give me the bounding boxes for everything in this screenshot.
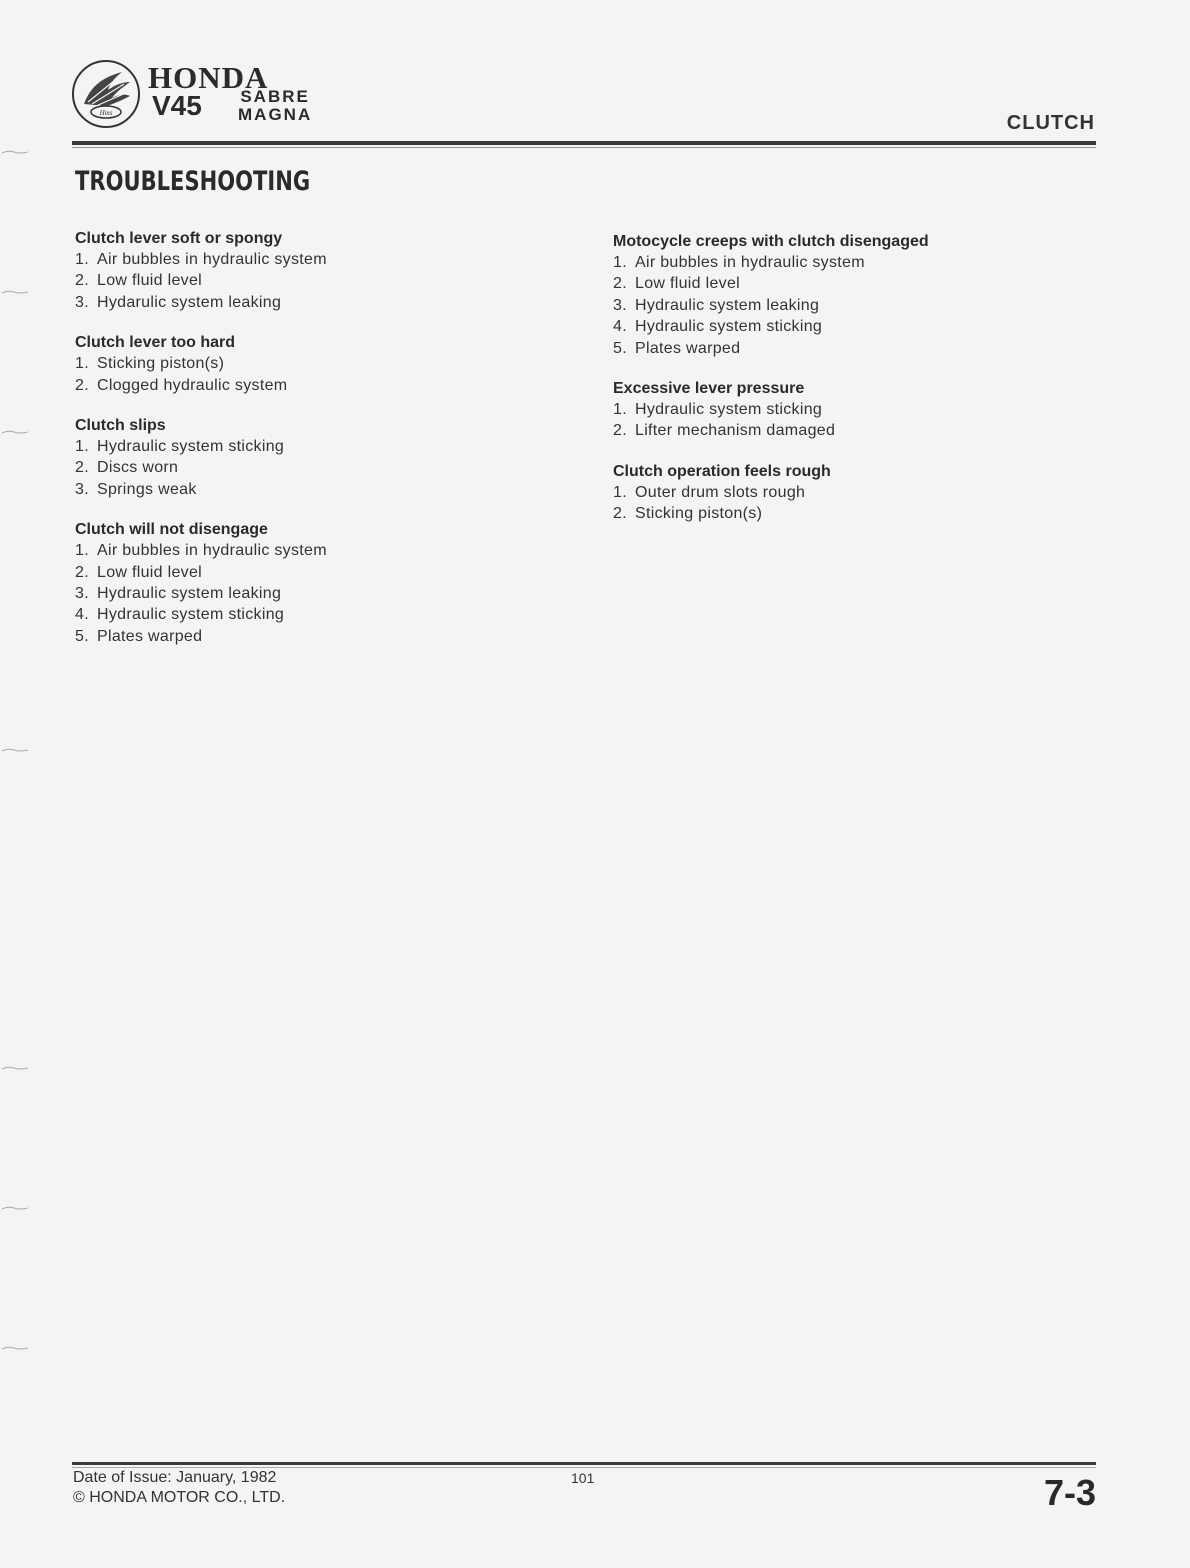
page-code: 7-3 — [1043, 1472, 1096, 1513]
honda-wing-emblem-icon — [70, 58, 142, 130]
footer-issue-info — [73, 1468, 285, 1508]
item-number: 3. — [613, 296, 627, 314]
submodel-magna: MAGNA — [238, 105, 313, 124]
binder-mark — [2, 1206, 28, 1210]
list-item — [613, 273, 1093, 294]
trouble-group — [75, 332, 555, 396]
item-number: 2. — [613, 505, 627, 523]
item-number: 1. — [613, 401, 627, 419]
item-text: Air bubbles in hydraulic system — [97, 251, 327, 268]
binder-mark — [2, 1066, 28, 1070]
list-item — [613, 503, 1093, 524]
trouble-group — [75, 415, 555, 500]
page-title: TROUBLESHOOTING — [75, 166, 311, 197]
group-heading: Motocycle creeps with clutch disengaged — [613, 233, 929, 250]
submodel-names — [238, 88, 312, 124]
list-item — [613, 252, 1093, 273]
list-item — [75, 562, 555, 583]
item-number: 3. — [75, 480, 89, 498]
item-text: Hydarulic system leaking — [97, 293, 282, 311]
item-text: Low fluid level — [635, 275, 740, 293]
list-item — [613, 420, 1093, 441]
trouble-group — [75, 519, 555, 647]
group-heading: Clutch operation feels rough — [613, 462, 831, 480]
item-number: 2. — [75, 272, 89, 290]
list-item — [75, 626, 555, 647]
item-text: Hydraulic system leaking — [635, 296, 820, 314]
group-heading: Excessive lever pressure — [613, 380, 805, 398]
binder-mark — [2, 748, 28, 752]
list-item — [613, 316, 1093, 337]
list-item — [75, 353, 555, 374]
date-of-issue: Date of Issue: January, 1982 — [73, 1469, 277, 1486]
item-text: Air bubbles in hydraulic system — [97, 542, 327, 560]
item-text: Hydraulic system sticking — [97, 606, 285, 624]
list-item — [613, 295, 1093, 316]
item-number: 2. — [613, 275, 627, 293]
group-heading: Clutch slips — [75, 417, 166, 435]
submodel-sabre: SABRE — [240, 87, 310, 106]
page-index: 101 — [571, 1470, 595, 1486]
group-heading: Clutch lever too hard — [75, 334, 236, 352]
header-rule — [72, 141, 1096, 145]
item-text: Air bubbles in hydraulic system — [635, 254, 865, 271]
item-number: 1. — [75, 542, 89, 560]
left-column — [75, 228, 555, 666]
item-number: 2. — [75, 376, 89, 394]
item-number: 2. — [75, 563, 89, 581]
trouble-group — [75, 228, 555, 313]
binder-mark — [2, 1346, 28, 1350]
list-item — [75, 540, 555, 561]
group-heading: Clutch lever soft or spongy — [75, 230, 283, 247]
item-text: Sticking piston(s) — [635, 505, 763, 523]
trouble-group — [613, 461, 1093, 525]
item-text: Sticking piston(s) — [97, 355, 225, 373]
list-item — [75, 479, 555, 500]
item-text: Springs weak — [97, 480, 197, 498]
item-number: 1. — [75, 438, 89, 456]
brand-name: HONDA — [148, 60, 269, 95]
binder-mark — [2, 430, 28, 434]
model-name: V45 — [152, 90, 202, 121]
emblem-text: Hms — [99, 109, 113, 117]
item-number: 2. — [75, 459, 89, 477]
item-number: 4. — [75, 606, 89, 624]
copyright: © HONDA MOTOR CO., LTD. — [73, 1489, 286, 1506]
list-item — [613, 338, 1093, 359]
list-item — [75, 292, 555, 313]
list-item — [75, 604, 555, 625]
section-name: CLUTCH — [1006, 112, 1095, 134]
item-number: 4. — [613, 318, 627, 336]
list-item — [75, 270, 555, 291]
item-number: 1. — [613, 254, 627, 271]
list-item — [75, 457, 555, 478]
item-text: Hydraulic system sticking — [635, 318, 823, 336]
honda-logo — [70, 58, 340, 134]
item-number: 5. — [75, 627, 89, 645]
item-text: Lifter mechanism damaged — [635, 422, 836, 440]
item-text: Hydraulic system leaking — [97, 585, 282, 603]
item-text: Plates warped — [97, 627, 203, 645]
binder-mark — [2, 150, 28, 154]
footer-rule — [72, 1462, 1096, 1465]
item-number: 3. — [75, 293, 89, 311]
item-number: 1. — [75, 251, 89, 268]
binder-mark — [2, 290, 28, 294]
item-number: 1. — [613, 483, 627, 501]
item-text: Discs worn — [97, 459, 179, 477]
item-text: Hydraulic system sticking — [97, 438, 285, 456]
item-number: 3. — [75, 585, 89, 603]
item-text: Plates warped — [635, 339, 741, 357]
item-number: 5. — [613, 339, 627, 357]
list-item — [613, 399, 1093, 420]
item-text: Clogged hydraulic system — [97, 376, 288, 394]
header-rule-thin — [72, 147, 1096, 148]
group-heading: Clutch will not disengage — [75, 521, 268, 539]
list-item — [75, 375, 555, 396]
list-item — [75, 249, 555, 270]
right-column — [613, 231, 1093, 544]
item-text: Low fluid level — [97, 563, 202, 581]
list-item — [75, 436, 555, 457]
item-text: Low fluid level — [97, 272, 202, 290]
trouble-group — [613, 378, 1093, 442]
list-item — [613, 482, 1093, 503]
item-number: 2. — [613, 422, 627, 440]
item-text: Outer drum slots rough — [635, 483, 806, 501]
list-item — [75, 583, 555, 604]
trouble-group — [613, 231, 1093, 359]
item-number: 1. — [75, 355, 89, 373]
item-text: Hydraulic system sticking — [635, 401, 823, 419]
